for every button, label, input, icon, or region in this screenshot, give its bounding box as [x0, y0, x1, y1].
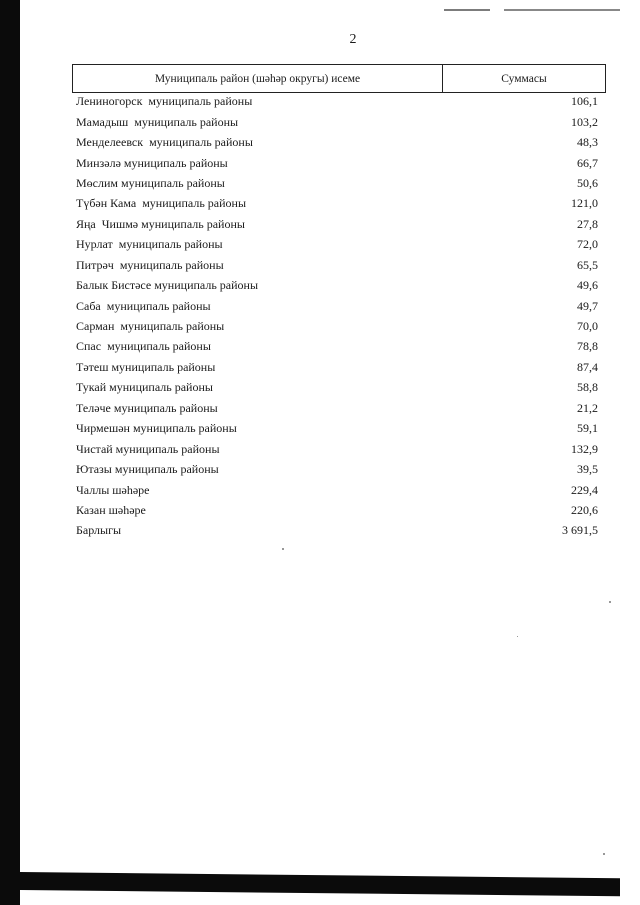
row-name: Тукай муниципаль районы — [76, 380, 213, 395]
row-name: Яңа Чишмә муниципаль районы — [76, 216, 245, 231]
row-name: Тәтеш муниципаль районы — [76, 359, 216, 374]
row-value: 121,0 — [571, 196, 598, 211]
scan-speck — [609, 601, 611, 603]
table-row — [76, 173, 598, 193]
row-name: Чаллы шәһәре — [76, 482, 150, 497]
page-number: 2 — [349, 32, 357, 47]
table-row — [76, 275, 598, 295]
row-value: 48,3 — [577, 135, 598, 150]
column-header-sum: Суммасы — [501, 72, 547, 85]
table-row — [76, 255, 598, 275]
table-row — [76, 316, 598, 336]
table-row — [76, 377, 598, 397]
table-body — [76, 91, 598, 541]
row-name: Түбән Кама муниципаль районы — [76, 196, 247, 211]
row-name: Чирмешән муниципаль районы — [76, 421, 237, 436]
row-value: 50,6 — [577, 175, 598, 190]
table-row — [76, 111, 598, 131]
row-value: 58,8 — [577, 380, 598, 395]
table-row — [76, 193, 598, 213]
row-name: Мөслим муниципаль районы — [76, 175, 225, 190]
scan-border-bottom — [20, 872, 620, 896]
table-row — [76, 438, 598, 458]
table-row — [76, 234, 598, 254]
table-row — [76, 152, 598, 172]
row-value: 49,7 — [577, 298, 598, 313]
total-value: 3 691,5 — [562, 523, 598, 538]
row-value: 87,4 — [577, 359, 598, 374]
row-name: Мамадыш муниципаль районы — [76, 114, 239, 129]
row-value: 220,6 — [571, 502, 598, 517]
row-value: 21,2 — [577, 400, 598, 415]
row-name: Питрәч муниципаль районы — [76, 257, 224, 272]
row-name: Минзәлә муниципаль районы — [76, 155, 228, 170]
row-value: 132,9 — [571, 441, 598, 456]
row-name: Казан шәһәре — [76, 502, 146, 517]
row-name: Саба муниципаль районы — [76, 298, 211, 313]
row-value: 49,6 — [577, 278, 598, 293]
row-value: 78,8 — [577, 339, 598, 354]
scan-speck — [603, 853, 605, 855]
row-name: Менделеевск муниципаль районы — [76, 135, 253, 150]
table-row — [76, 295, 598, 315]
table-row — [76, 398, 598, 418]
table-row — [76, 357, 598, 377]
row-value: 70,0 — [577, 319, 598, 334]
table-row — [76, 479, 598, 499]
table-row — [76, 500, 598, 520]
table-row — [76, 459, 598, 479]
row-value: 39,5 — [577, 462, 598, 477]
row-value: 65,5 — [577, 257, 598, 272]
row-value: 27,8 — [577, 216, 598, 231]
table-header — [72, 64, 606, 93]
scan-border-left — [0, 0, 20, 905]
row-value: 72,0 — [577, 237, 598, 252]
row-name: Сарман муниципаль районы — [76, 319, 225, 334]
scan-speck — [282, 548, 284, 550]
row-name: Чистай муниципаль районы — [76, 441, 220, 456]
total-label: Барлыгы — [76, 523, 122, 538]
row-value: 103,2 — [571, 114, 598, 129]
row-name: Нурлат муниципаль районы — [76, 237, 223, 252]
row-name: Балык Бистәсе муниципаль районы — [76, 278, 259, 293]
row-name: Спас муниципаль районы — [76, 339, 211, 354]
table-row — [76, 336, 598, 356]
table-row — [76, 91, 598, 111]
row-name: Лениногорск муниципаль районы — [76, 94, 253, 109]
table-row — [76, 418, 598, 438]
row-name: Ютазы муниципаль районы — [76, 462, 219, 477]
table-row — [76, 132, 598, 152]
scan-speck — [517, 636, 518, 637]
row-name: Теләче муниципаль районы — [76, 400, 218, 415]
column-header-name: Муниципаль район (шәһәр округы) исеме — [73, 65, 443, 92]
row-value: 59,1 — [577, 421, 598, 436]
row-value: 66,7 — [577, 155, 598, 170]
total-row — [76, 520, 598, 540]
row-value: 229,4 — [571, 482, 598, 497]
scan-mark-top — [420, 9, 620, 11]
table-row — [76, 214, 598, 234]
row-value: 106,1 — [571, 94, 598, 109]
